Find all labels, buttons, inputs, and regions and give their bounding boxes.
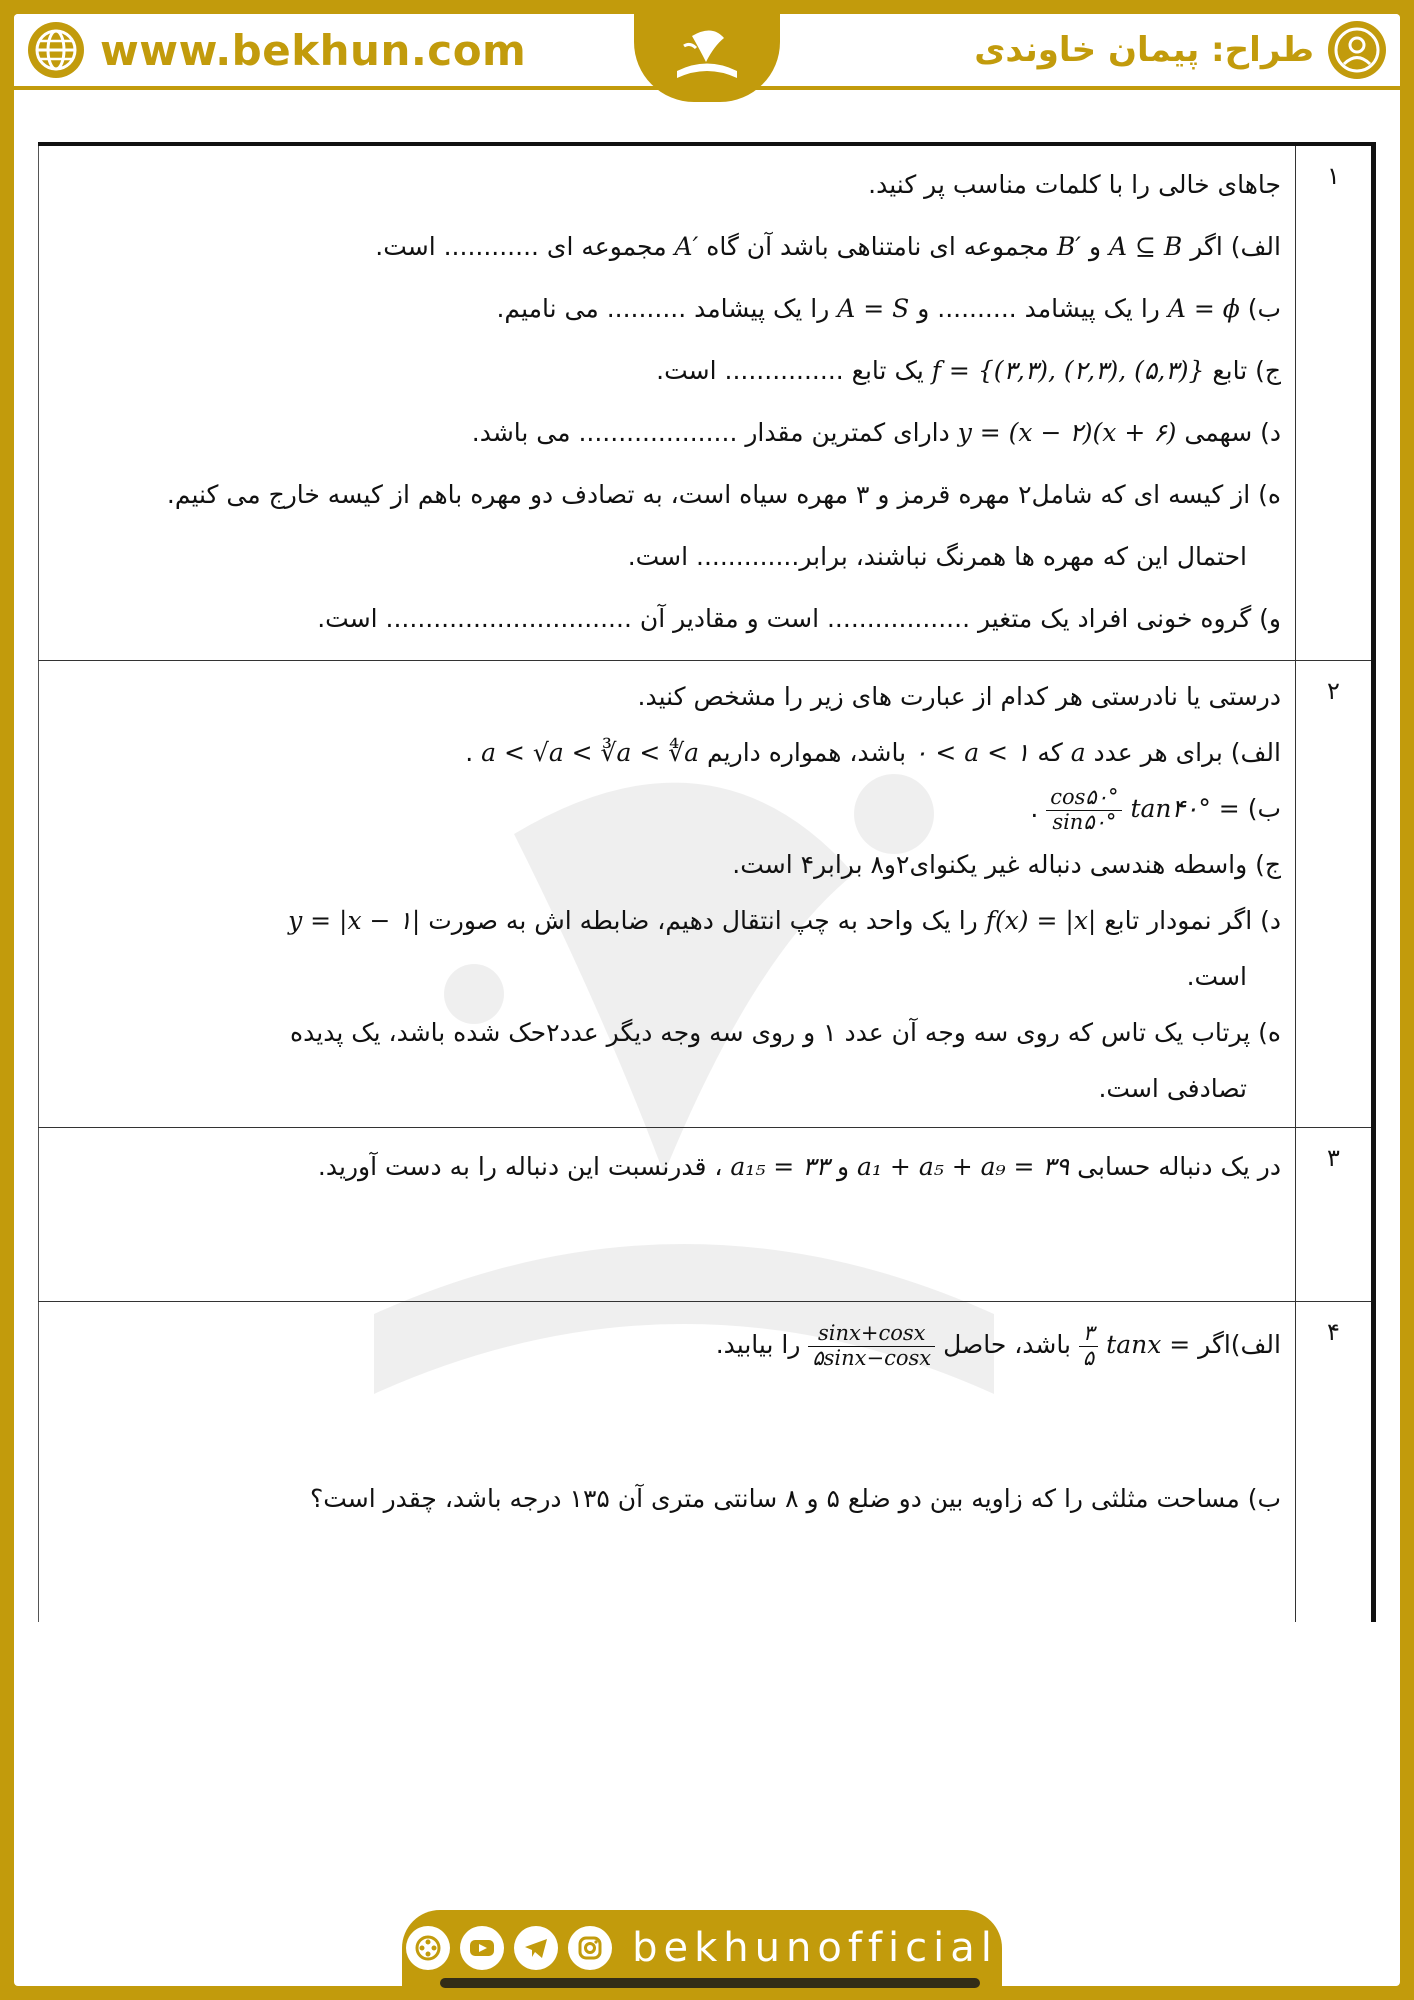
q1b-text: ب): [1247, 294, 1281, 323]
q1a-formula-b-complement: B′: [1056, 232, 1081, 261]
q2b-text: ب): [1247, 794, 1281, 823]
question-body-1: [39, 144, 1296, 661]
telegram-icon[interactable]: [514, 1926, 558, 1970]
q2a-text: که: [1037, 738, 1063, 767]
q4-part-b: ب) مساحت مثلثی را که زاویه بین دو ضلع ۵ و ۸ سانتی متری آن ۱۳۵ درجه باشد، چقدر است؟: [309, 1484, 1281, 1513]
q1a-text: الف) اگر: [1190, 232, 1281, 261]
question-number: ۲: [1296, 661, 1374, 1128]
fraction-numerator: cos۵۰°: [1046, 786, 1122, 810]
question-body-4: [39, 1302, 1296, 1622]
q1-part-e-cont: احتمال این که مهره ها همرنگ نباشند، برابر............. است.: [627, 542, 1247, 571]
q1d-text: د) سهمی: [1184, 418, 1281, 447]
q1-part-a: [53, 216, 1281, 278]
question-body-3: [39, 1128, 1296, 1302]
q1b-text: را یک پیشامد .......... و: [917, 294, 1160, 323]
book-logo-icon: [662, 16, 752, 96]
q2b-fraction: [1046, 786, 1122, 833]
social-handle[interactable]: bekhunofficial: [632, 1925, 998, 1971]
brand-logo: [634, 14, 780, 102]
q3-formula-sum: a₁ + a₅ + a₉ = ۳۹: [857, 1152, 1070, 1181]
designer-credit: [974, 22, 1386, 78]
fraction-denominator: sin۵۰°: [1052, 809, 1117, 834]
fraction-numerator: sinx+cosx: [808, 1322, 935, 1346]
q1a-text: و: [1088, 232, 1102, 261]
q1-part-f: و) گروه خونی افراد یک متغیر .................. است و مقادیر آن ............................... است.: [317, 604, 1281, 633]
q4a-text: الف)اگر: [1198, 1330, 1281, 1359]
aparat-icon[interactable]: [406, 1926, 450, 1970]
q1a-text: مجموعه ای نامتناهی باشد آن گاه: [706, 232, 1049, 261]
q2-part-d-cont: است.: [1186, 962, 1247, 991]
q2-part-a: [53, 725, 1281, 781]
website-text[interactable]: www.bekhun.com: [100, 25, 527, 75]
q1b-formula-sample-space: A = S: [837, 294, 910, 323]
youtube-icon[interactable]: [460, 1926, 504, 1970]
q2a-text: .: [465, 738, 474, 767]
q4-part-a: [53, 1310, 1281, 1380]
q2d-text: را یک واحد به چپ انتقال دهیم، ضابطه اش به صورت: [428, 906, 978, 935]
q1a-text: مجموعه ای ............ است.: [375, 232, 667, 261]
q1-part-e: ه) از کیسه ای که شامل۲ مهره قرمز و ۳ مهره سیاه است، به تصادف دو مهره باهم از کیسه خارج می کنیم.: [166, 480, 1281, 509]
fraction-numerator: ۳: [1079, 1322, 1098, 1346]
q4a-fraction-value: [1079, 1322, 1098, 1369]
question-row-1: [39, 144, 1374, 661]
q1a-formula-a-complement: A′: [674, 232, 699, 261]
q2a-text: الف) برای هر عدد: [1093, 738, 1281, 767]
q2d-formula-abs: f(x) = |x|: [985, 906, 1097, 935]
q4a-fraction-expression: [808, 1322, 935, 1369]
question-number: ۴: [1296, 1302, 1374, 1622]
q3-text: ، قدرنسبت این دنباله را به دست آورید.: [317, 1152, 723, 1181]
social-footer: [402, 1910, 1002, 1986]
page-header: [14, 14, 1400, 90]
q4a-formula-tan: tanx =: [1106, 1330, 1191, 1359]
q2d-formula-shifted: y = |x − ۱|: [288, 906, 421, 935]
question-number: ۱: [1296, 144, 1374, 661]
fraction-denominator: ۵: [1082, 1345, 1095, 1370]
fraction-denominator: ۵sinx−cosx: [812, 1345, 932, 1370]
q1-part-b: [53, 278, 1281, 340]
q2b-formula-tan: tan۴۰° =: [1130, 794, 1240, 823]
question-row-3: [39, 1128, 1374, 1302]
q2-part-e: ه) پرتاب یک تاس که روی سه وجه آن عدد ۱ و روی سه وجه دیگر عدد۲حک شده باشد، یک پدیده: [290, 1018, 1281, 1047]
q1-part-d: [53, 402, 1281, 464]
q1a-formula-subset: A ⊆ B: [1108, 232, 1183, 261]
q1c-text: یک تابع ............... است.: [656, 356, 924, 385]
website-link[interactable]: [28, 22, 526, 78]
instagram-icon[interactable]: [568, 1926, 612, 1970]
q2-part-c: ج) واسطه هندسی دنباله غیر یکنوای۲و۸ برابر۴ است.: [732, 850, 1281, 879]
q2a-formula-a: a: [1070, 738, 1086, 767]
q1d-formula-parabola: y = (x − ۲)(x + ۶): [957, 418, 1177, 447]
globe-icon: [28, 22, 84, 78]
q3-formula-a15: a₁₅ = ۳۳: [730, 1152, 830, 1181]
question-number: ۳: [1296, 1128, 1374, 1302]
q3-statement: [53, 1136, 1281, 1198]
q1-part-c: [53, 340, 1281, 402]
question-row-4: [39, 1302, 1374, 1622]
q2a-formula-roots: a < √a < ∛a < ∜a: [481, 738, 700, 767]
q3-text: در یک دنباله حسابی: [1077, 1152, 1281, 1181]
designer-name: طراح: پیمان خاوندی: [974, 30, 1314, 70]
q4a-text: را بیابید.: [715, 1330, 801, 1359]
footer-shadow: [440, 1978, 980, 1988]
q2-part-b: [53, 781, 1281, 837]
q1c-text: ج) تابع: [1212, 356, 1281, 385]
q2-part-e-cont: تصادفی است.: [1098, 1074, 1247, 1103]
questions-table: [38, 142, 1376, 1622]
question-title: جاهای خالی را با کلمات مناسب پر کنید.: [868, 170, 1281, 199]
question-body-2: [39, 661, 1296, 1128]
q2a-formula-range: ۰ < a < ۱: [914, 738, 1030, 767]
user-icon: [1328, 21, 1386, 79]
q1c-formula-function: f = {(۳,۳), (۲,۳), (۵,۳)}: [931, 356, 1205, 385]
q2d-text: د) اگر نمودار تابع: [1104, 906, 1281, 935]
question-title: درستی یا نادرستی هر کدام از عبارت های زیر را مشخص کنید.: [637, 682, 1281, 711]
q1d-text: دارای کمترین مقدار .................... می باشد.: [471, 418, 950, 447]
q3-text: و: [837, 1152, 850, 1181]
q2-part-d: [53, 893, 1281, 949]
q2b-text: .: [1030, 794, 1039, 823]
q4a-text: باشد، حاصل: [943, 1330, 1071, 1359]
question-row-2: [39, 661, 1374, 1128]
exam-page: [14, 14, 1400, 1986]
q1b-text: را یک پیشامد .......... می نامیم.: [496, 294, 830, 323]
q2a-text: باشد، همواره داریم: [707, 738, 907, 767]
q1b-formula-empty: A = ϕ: [1167, 294, 1240, 323]
